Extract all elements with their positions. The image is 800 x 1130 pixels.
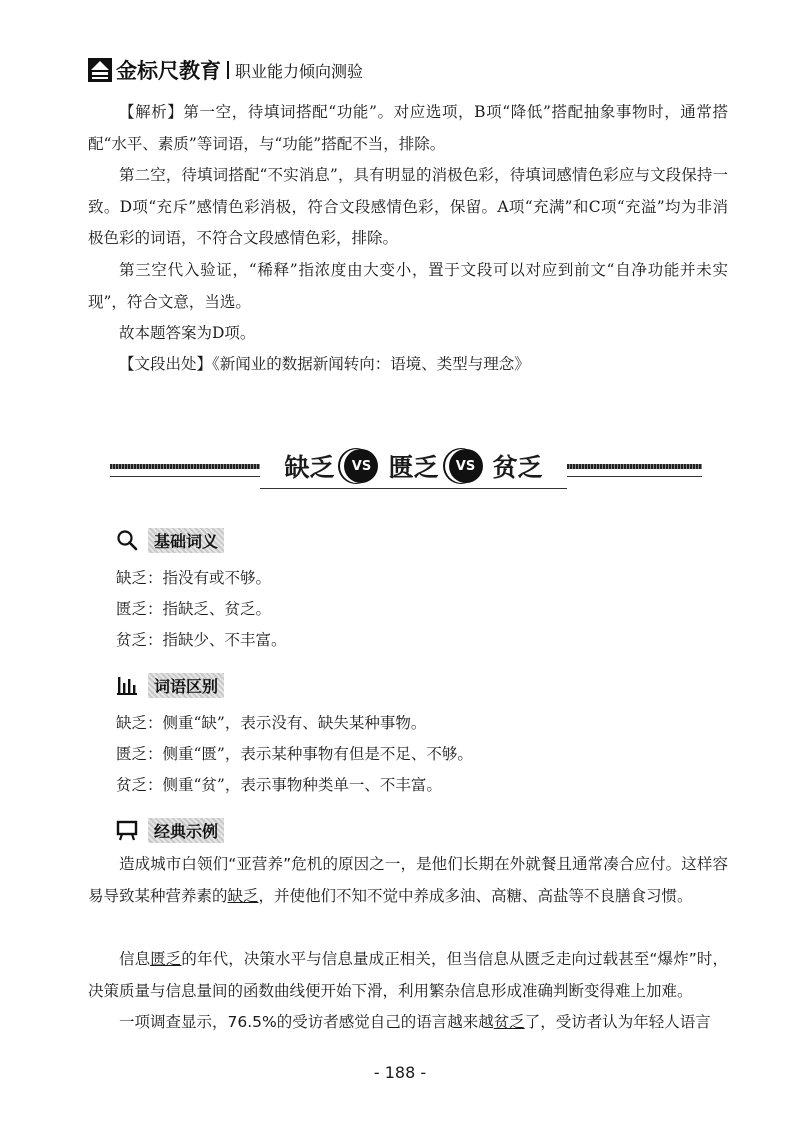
vs-badge-1: VS — [344, 449, 378, 483]
example-paragraph-1 — [88, 849, 728, 912]
section-basic-meaning-title: 基础词义 — [148, 528, 224, 553]
example-3-keyword: 贫乏 — [493, 1013, 525, 1031]
analysis-paragraph-1: 【解析】第一空，待填词搭配“功能”。对应选项，B项“降低”搭配抽象事物时，通常搭配“水平、素质”等词语，与“功能”搭配不当，排除。 — [88, 103, 728, 153]
example-3-text-a: 一项调查显示，76.5%的受访者感觉自己的语言越来越 — [119, 1013, 494, 1031]
search-icon — [116, 529, 138, 551]
difference-item-3: 贫乏：侧重“贫”，表示事物种类单一、不丰富。 — [116, 776, 442, 794]
banner-word-3: 贫乏 — [492, 453, 543, 482]
analysis-paragraph-3: 第三空代入验证，“稀释”指浓度由大变小，置于文段可以对应到前文“自净功能并未实现”，符合文意，当选。 — [88, 261, 728, 311]
difference-item-2: 匮乏：侧重“匮”，表示某种事物有但是不足、不够。 — [116, 745, 473, 763]
example-1-text-a: 造成城市白领们“亚营养”危机的原因之一，是他们长期在外就餐且通常凑合应付。这样容易导致某种营养素的 — [88, 855, 728, 905]
source-line: 【文段出处】《新闻业的数据新闻转向：语境、类型与理念》 — [119, 355, 530, 373]
page-number: - 188 - — [373, 1063, 427, 1082]
example-paragraph-2 — [88, 944, 728, 1007]
board-icon — [116, 819, 138, 841]
example-2-text-b: 的年代，决策水平与信息量成正相关，但当信息从匮乏走向过载甚至“爆炸”时，决策质量与信息量间的函数曲线便开始下滑，利用繁杂信息形成准确判断变得难上加难。 — [88, 950, 728, 1000]
meaning-item-3: 贫乏：指缺少、不丰富。 — [116, 631, 287, 649]
page-header — [88, 55, 363, 85]
example-2-keyword: 匮乏 — [150, 950, 182, 968]
header-subtitle: 职业能力倾向测验 — [235, 61, 364, 81]
banner-underline-left — [110, 476, 260, 477]
banner-word-2: 匮乏 — [388, 453, 439, 482]
comparison-banner — [110, 440, 702, 492]
banner-title — [260, 444, 567, 489]
section-difference-heading — [116, 672, 224, 698]
example-1-keyword: 缺乏 — [227, 886, 259, 905]
banner-line-right — [567, 464, 702, 469]
example-3-text-b: 了，受访者认为年轻人语言 — [524, 1013, 711, 1031]
brand-name: 金标尺教育 — [116, 59, 221, 83]
analysis-paragraph-2: 第二空，待填词搭配“不实消息”，具有明显的消极色彩，待填词感情色彩应与文段保持一致。D项“充斥”感情色彩消极，符合文段感情色彩，保留。A项“充满”和C项“充溢”均为非消极色彩的词语，不符合文段感情色彩，排除。 — [88, 166, 728, 247]
bar-chart-icon — [116, 674, 138, 696]
difference-item-1: 缺乏：侧重“缺”，表示没有、缺失某种事物。 — [116, 714, 427, 732]
section-examples-title: 经典示例 — [148, 818, 224, 843]
meaning-item-2: 匮乏：指缺乏、贫乏。 — [116, 600, 272, 618]
answer-line: 故本题答案为D项。 — [119, 324, 256, 342]
section-examples-heading — [116, 817, 224, 843]
banner-underline-right — [567, 476, 702, 477]
meaning-item-1: 缺乏：指没有或不够。 — [116, 569, 272, 587]
banner-word-1: 缺乏 — [284, 453, 335, 482]
header-divider — [227, 61, 229, 79]
example-2-text-a: 信息 — [119, 950, 151, 968]
section-difference-title: 词语区别 — [148, 673, 224, 698]
vs-badge-2: VS — [449, 449, 483, 483]
example-paragraph-3 — [88, 1007, 728, 1038]
logo-icon — [88, 58, 112, 82]
banner-line-left — [110, 464, 260, 469]
section-basic-meaning-heading — [116, 527, 224, 553]
example-1-text-b: ，并使他们不知不觉中养成多油、高糖、高盐等不良膳食习惯。 — [258, 886, 693, 905]
